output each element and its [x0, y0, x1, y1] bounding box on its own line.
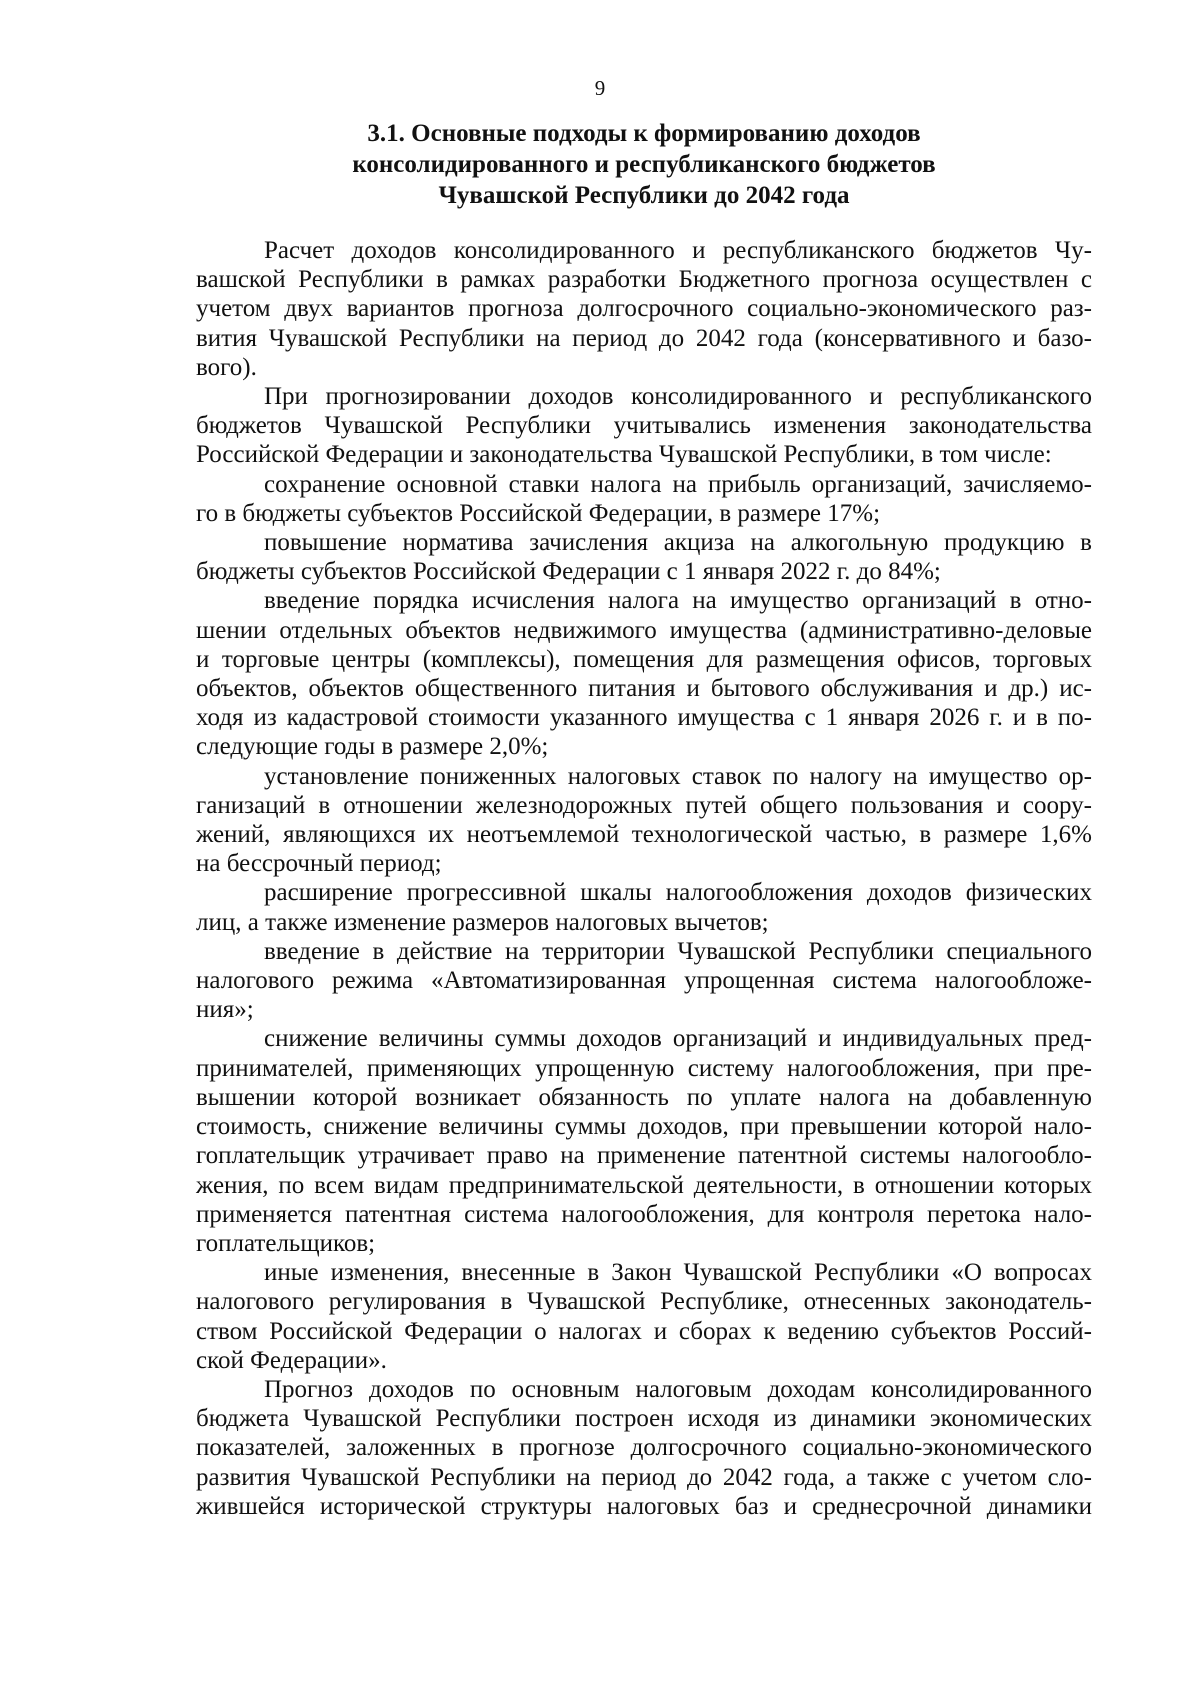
text-line: ния»; [196, 996, 254, 1024]
text-line: Прогноз доходов по основным налоговым доходам консолидированного [264, 1375, 1092, 1403]
text-line: Расчет доходов консолидированного и республиканского бюджетов Чу- [264, 237, 1092, 264]
text-line: вышении которой возникает обязанность по уплате налога на добавленную [196, 1083, 1092, 1111]
paragraph [196, 1258, 1092, 1375]
paragraph [196, 236, 1092, 382]
text-line: введение в действие на территории Чувашской Республики специального [264, 937, 1092, 965]
text-line: ганизаций в отношении железнодорожных путей общего пользования и соору- [196, 791, 1092, 819]
text-line: гоплательщиков; [196, 1229, 376, 1257]
text-line: введение порядка исчисления налога на имущество организаций в отно- [264, 587, 1092, 615]
text-line: шении отдельных объектов недвижимого имущества (административно-деловые [196, 616, 1092, 644]
text-line: снижение величины суммы доходов организаций и индивидуальных пред- [264, 1025, 1092, 1053]
paragraph [196, 382, 1092, 470]
paragraph [196, 762, 1092, 879]
paragraph [196, 878, 1092, 936]
text-line: вашской Республики в рамках разработки Бюджетного прогноза осуществлен с [196, 266, 1092, 294]
text-line: гоплательщик утрачивает право на применение патентной системы налогообло- [196, 1142, 1092, 1170]
text-line: ством Российской Федерации о налогах и сборах к ведению субъектов Россий- [196, 1317, 1092, 1345]
text-line: вого). [196, 353, 257, 381]
text-line: ской Федерации». [196, 1346, 387, 1374]
page-number: 9 [594, 76, 606, 100]
text-line: стоимость, снижение величины суммы доходов, при превышении которой нало- [196, 1113, 1092, 1141]
text-line: бюджетов Чувашской Республики учитывались изменения законодательства [196, 412, 1092, 440]
document-body [196, 236, 1092, 1521]
section-heading [196, 118, 1092, 211]
text-line: Российской Федерации и законодательства Чувашской Республики, в том числе: [196, 441, 1052, 469]
text-line: установление пониженных налоговых ставок по налогу на имущество ор- [264, 762, 1092, 790]
text-line: налогового режима «Автоматизированная упрощенная система налогообложе- [196, 967, 1092, 995]
text-line: жившейся исторической структуры налоговых баз и среднесрочной динамики [196, 1492, 1092, 1520]
paragraph [196, 1024, 1092, 1258]
text-line: налогового регулирования в Чувашской Республике, отнесенных законодатель- [196, 1288, 1092, 1316]
text-line: показателей, заложенных в прогнозе долгосрочного социально-экономического [196, 1434, 1092, 1462]
text-line: При прогнозировании доходов консолидированного и республиканского [264, 383, 1092, 411]
text-line: иные изменения, внесенные в Закон Чувашской Республики «О вопросах [264, 1259, 1092, 1287]
text-line: лиц, а также изменение размеров налоговых вычетов; [196, 908, 769, 936]
paragraph [196, 528, 1092, 586]
text-line: вития Чувашской Республики на период до 2042 года (консервативного и базо- [196, 324, 1092, 352]
heading-line: Чувашской Республики до 2042 года [438, 182, 850, 209]
text-line: следующие годы в размере 2,0%; [196, 733, 549, 761]
paragraph [196, 1375, 1092, 1521]
text-line: развития Чувашской Республики на период до 2042 года, а также с учетом сло- [196, 1463, 1092, 1491]
text-line: учетом двух вариантов прогноза долгосрочного социально-экономического раз- [196, 295, 1092, 323]
text-line: бюджеты субъектов Российской Федерации с 1 января 2022 г. до 84%; [196, 558, 941, 586]
paragraph [196, 586, 1092, 761]
text-line: повышение норматива зачисления акциза на алкогольную продукцию в [264, 529, 1092, 557]
heading-line: консолидированного и республиканского бюджетов [352, 151, 936, 178]
text-line: применяется патентная система налогообложения, для контроля перетока нало- [196, 1200, 1092, 1228]
text-line: и торговые центры (комплексы), помещения для размещения офисов, торговых [196, 645, 1092, 673]
heading-line: 3.1. Основные подходы к формированию доходов [367, 120, 921, 147]
text-line: объектов, объектов общественного питания и бытового обслуживания и др.) ис- [196, 675, 1092, 703]
text-line: ходя из кадастровой стоимости указанного имущества с 1 января 2026 г. и в по- [196, 704, 1092, 732]
text-line: на бессрочный период; [196, 850, 442, 878]
text-line: бюджета Чувашской Республики построен исходя из динамики экономических [196, 1405, 1092, 1433]
text-line: расширение прогрессивной шкалы налогообложения доходов физических [264, 879, 1092, 907]
text-line: го в бюджеты субъектов Российской Федерации, в размере 17%; [196, 499, 881, 527]
paragraph [196, 937, 1092, 1025]
text-line: жений, являющихся их неотъемлемой технологической частью, в размере 1,6% [196, 821, 1092, 849]
text-line: сохранение основной ставки налога на прибыль организаций, зачисляемо- [264, 470, 1092, 498]
text-line: принимателей, применяющих упрощенную систему налогообложения, при пре- [196, 1054, 1092, 1082]
text-line: жения, по всем видам предпринимательской деятельности, в отношении которых [196, 1171, 1092, 1199]
paragraph [196, 470, 1092, 528]
